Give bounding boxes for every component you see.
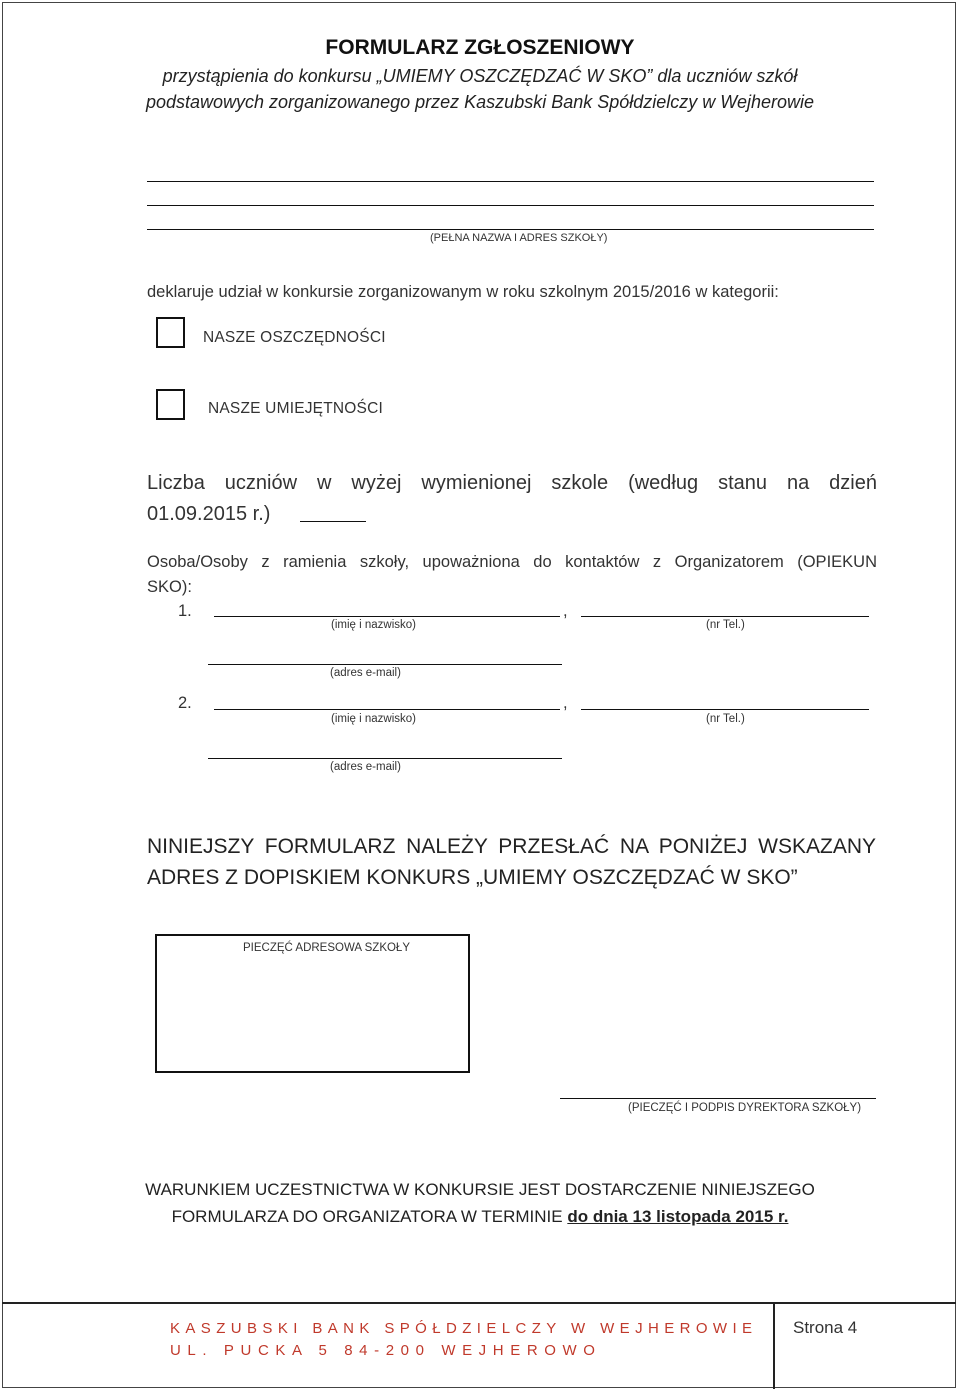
form-subtitle-line1: przystąpienia do konkursu „UMIEMY OSZCZĘDZAĆ W SKO” dla uczniów szkół	[162, 66, 798, 86]
footer-rule	[2, 1302, 956, 1304]
contact-1-comma: ,	[563, 602, 568, 620]
form-title: FORMULARZ ZGŁOSZENIOWY	[325, 36, 635, 59]
contact-2-email-field[interactable]	[208, 758, 562, 759]
school-stamp-box[interactable]	[155, 934, 470, 1073]
condition-deadline: do dnia 13 listopada 2015 r.	[567, 1207, 789, 1226]
contacts-intro-line2: SKO):	[147, 578, 192, 596]
notice-line1: NINIEJSZY FORMULARZ NALEŻY PRZESŁAĆ NA PONIŻEJ WSKAZANY	[147, 835, 876, 858]
contact-1-email-field[interactable]	[208, 664, 562, 665]
category-skills-checkbox[interactable]	[156, 389, 185, 420]
footer-bank-address: UL. PUCKA 5 84-200 WEJHEROWO	[170, 1342, 602, 1359]
director-signature-line[interactable]	[560, 1098, 876, 1099]
condition-line1: WARUNKIEM UCZESTNICTWA W KONKURSIE JEST DOSTARCZENIE NINIEJSZEGO	[145, 1180, 815, 1199]
school-name-line-2[interactable]	[147, 205, 874, 206]
contact-1-email-caption: (adres e-mail)	[330, 667, 401, 679]
students-count-line2: 01.09.2015 r.)	[147, 503, 271, 525]
contact-1-phone-caption: (nr Tel.)	[706, 619, 745, 631]
contact-2-name-caption: (imię i nazwisko)	[331, 713, 416, 725]
director-signature-caption: (PIECZĘĆ I PODPIS DYREKTORA SZKOŁY)	[628, 1102, 862, 1114]
contact-2-name-field[interactable]	[214, 709, 560, 710]
contact-1-name-caption: (imię i nazwisko)	[331, 619, 416, 631]
contact-1-phone-field[interactable]	[581, 616, 869, 617]
contact-1-name-field[interactable]	[214, 616, 560, 617]
footer-divider	[773, 1303, 775, 1389]
category-savings-label: NASZE OSZCZĘDNOŚCI	[203, 329, 386, 346]
contact-2-email-caption: (adres e-mail)	[330, 761, 401, 773]
category-savings-checkbox[interactable]	[156, 317, 185, 348]
footer-bank-name: KASZUBSKI BANK SPÓŁDZIELCZY W WEJHEROWIE	[170, 1320, 758, 1337]
school-name-line-3[interactable]	[147, 229, 874, 230]
form-subtitle-line2: podstawowych zorganizowanego przez Kaszubski Bank Spółdzielczy w Wejherowie	[145, 92, 814, 112]
school-stamp-label: PIECZĘĆ ADRESOWA SZKOŁY	[243, 942, 411, 954]
contact-1-number: 1.	[178, 602, 192, 620]
school-caption: (PEŁNA NAZWA I ADRES SZKOŁY)	[430, 232, 608, 244]
condition-line2-prefix: FORMULARZA DO ORGANIZATORA W TERMINIE	[171, 1207, 568, 1226]
condition-line2	[0, 1207, 960, 1227]
students-count-line1: Liczba uczniów w wyżej wymienionej szkole (według stanu na dzień	[147, 472, 877, 494]
students-count-field[interactable]	[300, 521, 366, 522]
school-name-line-1[interactable]	[147, 181, 874, 182]
notice-line2: ADRES Z DOPISKIEM KONKURS „UMIEMY OSZCZĘDZAĆ W SKO”	[147, 866, 798, 889]
footer-page-number: Strona 4	[793, 1318, 858, 1337]
contact-2-phone-field[interactable]	[581, 709, 869, 710]
contact-2-phone-caption: (nr Tel.)	[706, 713, 745, 725]
declaration-text: deklaruje udział w konkursie zorganizowanym w roku szkolnym 2015/2016 w kategorii:	[147, 283, 779, 301]
contact-2-comma: ,	[563, 694, 568, 712]
contact-2-number: 2.	[178, 694, 192, 712]
contacts-intro-line1: Osoba/Osoby z ramienia szkoły, upoważniona do kontaktów z Organizatorem (OPIEKUN	[147, 553, 877, 571]
category-skills-label: NASZE UMIEJĘTNOŚCI	[208, 400, 383, 417]
